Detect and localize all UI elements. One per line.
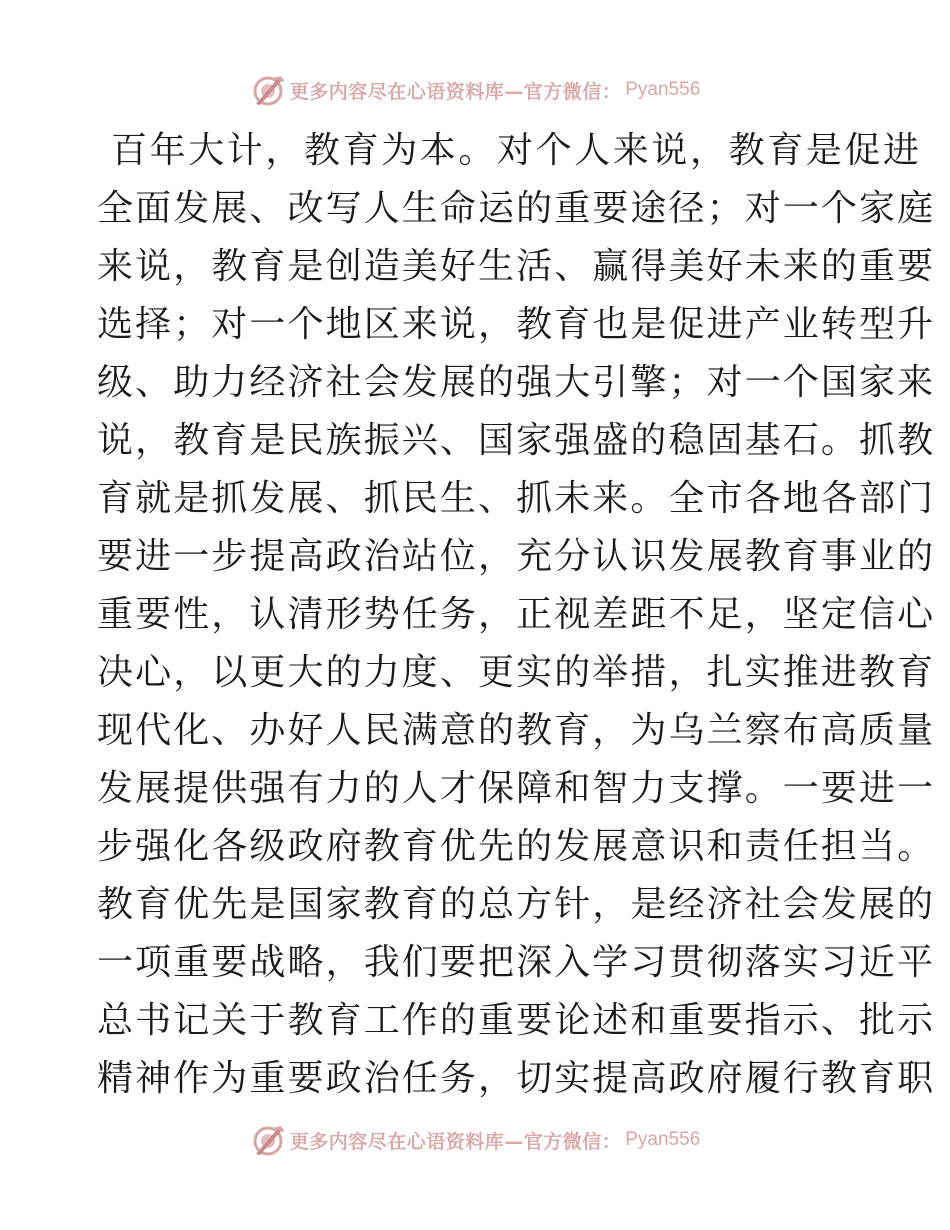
quill-seal-icon xyxy=(250,1122,286,1158)
paragraph-line: 说，教育是民族振兴、国家强盛的稳固基石。抓教 xyxy=(97,420,936,461)
paragraph-line: 全面发展、改写人生命运的重要途径；对一个家庭 xyxy=(97,188,936,229)
body-paragraph xyxy=(97,122,936,1108)
paragraph-line: 来说，教育是创造美好生活、赢得美好未来的重要 xyxy=(97,246,936,287)
footer-banner xyxy=(0,1120,950,1160)
paragraph-line: 要进一步提高政治站位，充分认识发展教育事业的 xyxy=(97,536,936,577)
footer-banner-text: 更多内容尽在心语资料库—官方微信： xyxy=(289,1130,622,1153)
paragraph-line: 教育优先是国家教育的总方针，是经济社会发展的 xyxy=(97,884,936,925)
paragraph-line: 决心，以更大的力度、更实的举措，扎实推进教育 xyxy=(97,652,936,693)
paragraph-line: 重要性，认清形势任务，正视差距不足，坚定信心 xyxy=(97,594,936,635)
paragraph-line: 一项重要战略，我们要把深入学习贯彻落实习近平 xyxy=(97,942,936,983)
paragraph-line: 选择；对一个地区来说，教育也是促进产业转型升 xyxy=(97,304,936,345)
paragraph-line: 精神作为重要政治任务，切实提高政府履行教育职 xyxy=(97,1058,936,1099)
header-banner xyxy=(0,70,950,110)
footer-wechat-id: Pyan556 xyxy=(625,1129,701,1150)
header-banner-text: 更多内容尽在心语资料库—官方微信： xyxy=(289,80,622,103)
paragraph-line: 现代化、办好人民满意的教育，为乌兰察布高质量 xyxy=(97,710,936,751)
paragraph-line: 百年大计，教育为本。对个人来说，教育是促进 xyxy=(111,130,922,171)
header-wechat-id: Pyan556 xyxy=(625,79,701,100)
paragraph-line: 级、助力经济社会发展的强大引擎；对一个国家来 xyxy=(97,362,936,403)
paragraph-line: 总书记关于教育工作的重要论述和重要指示、批示 xyxy=(97,1000,936,1041)
paragraph-line: 发展提供强有力的人才保障和智力支撑。一要进一 xyxy=(97,768,936,809)
quill-seal-icon xyxy=(250,72,286,108)
paragraph-line: 育就是抓发展、抓民生、抓未来。全市各地各部门 xyxy=(97,478,936,519)
paragraph-line: 步强化各级政府教育优先的发展意识和责任担当。 xyxy=(97,826,936,867)
